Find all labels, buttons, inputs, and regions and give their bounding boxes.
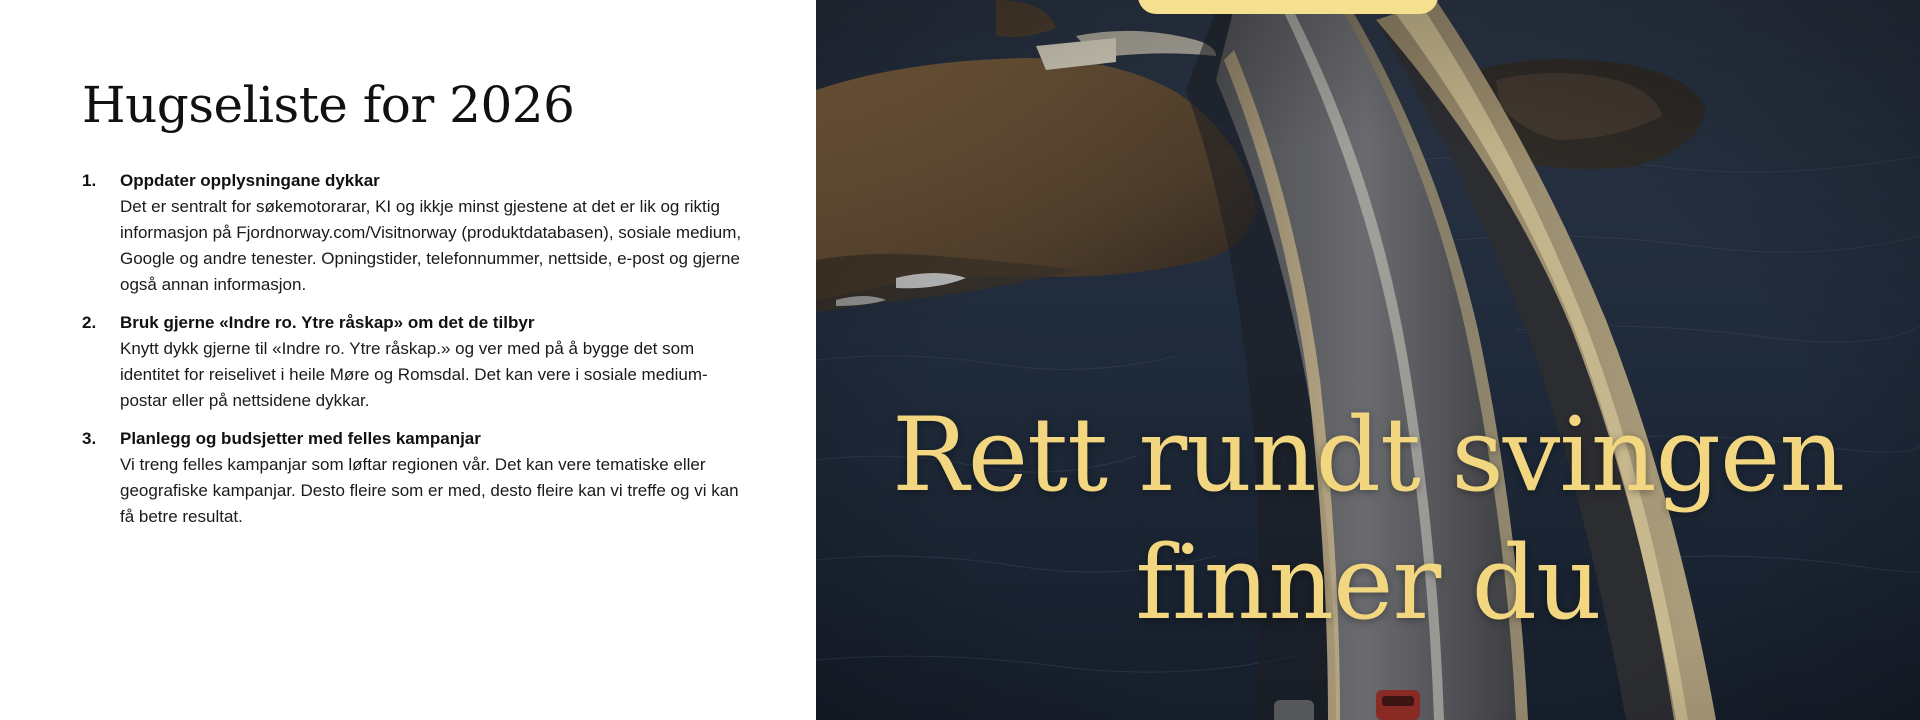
checklist-item <box>82 426 742 530</box>
item-body: Knytt dykk gjerne til «Indre ro. Ytre råskap.» og ver med på å bygge det som identitet for reiselivet i heile Møre og Romsdal. Det kan vere i sosiale medium-postar eller på nettsidene dykkar. <box>120 339 708 410</box>
item-body: Vi treng felles kampanjar som løftar regionen vår. Det kan vere tematiske eller geografiske kampanjar. Desto fleire som er med, desto fleire kan vi treffe og vi kan få betre resultat. <box>120 455 739 526</box>
top-pill-shape <box>1138 0 1438 14</box>
slide-title: Hugseliste for 2026 <box>82 76 575 134</box>
text-panel <box>0 0 816 720</box>
tagline-line-1: Rett rundt svingen <box>891 396 1845 515</box>
tagline-line-2: finner du <box>1135 524 1601 643</box>
item-body: Det er sentralt for søkemotorarar, KI og ikkje minst gjestene at det er lik og riktig informasjon på Fjordnorway.com/Visitnorway (produktdatabasen), sosiale medium, Google og andre tenester. Opningstider, telefonnummer, nettside, e-post og gjerne også annan informasjon. <box>120 197 742 294</box>
item-number: 1. <box>82 171 97 190</box>
item-heading: Oppdater opplysningane dykkar <box>120 171 380 190</box>
item-heading: Planlegg og budsjetter med felles kampanjar <box>120 429 481 448</box>
item-number: 3. <box>82 429 97 448</box>
checklist-item <box>82 310 742 414</box>
checklist-item <box>82 168 742 298</box>
photo-tagline <box>816 392 1920 648</box>
item-heading: Bruk gjerne «Indre ro. Ytre råskap» om det de tilbyr <box>120 313 535 332</box>
item-number: 2. <box>82 313 97 332</box>
checklist <box>82 168 742 542</box>
bridge-photo <box>816 0 1920 720</box>
